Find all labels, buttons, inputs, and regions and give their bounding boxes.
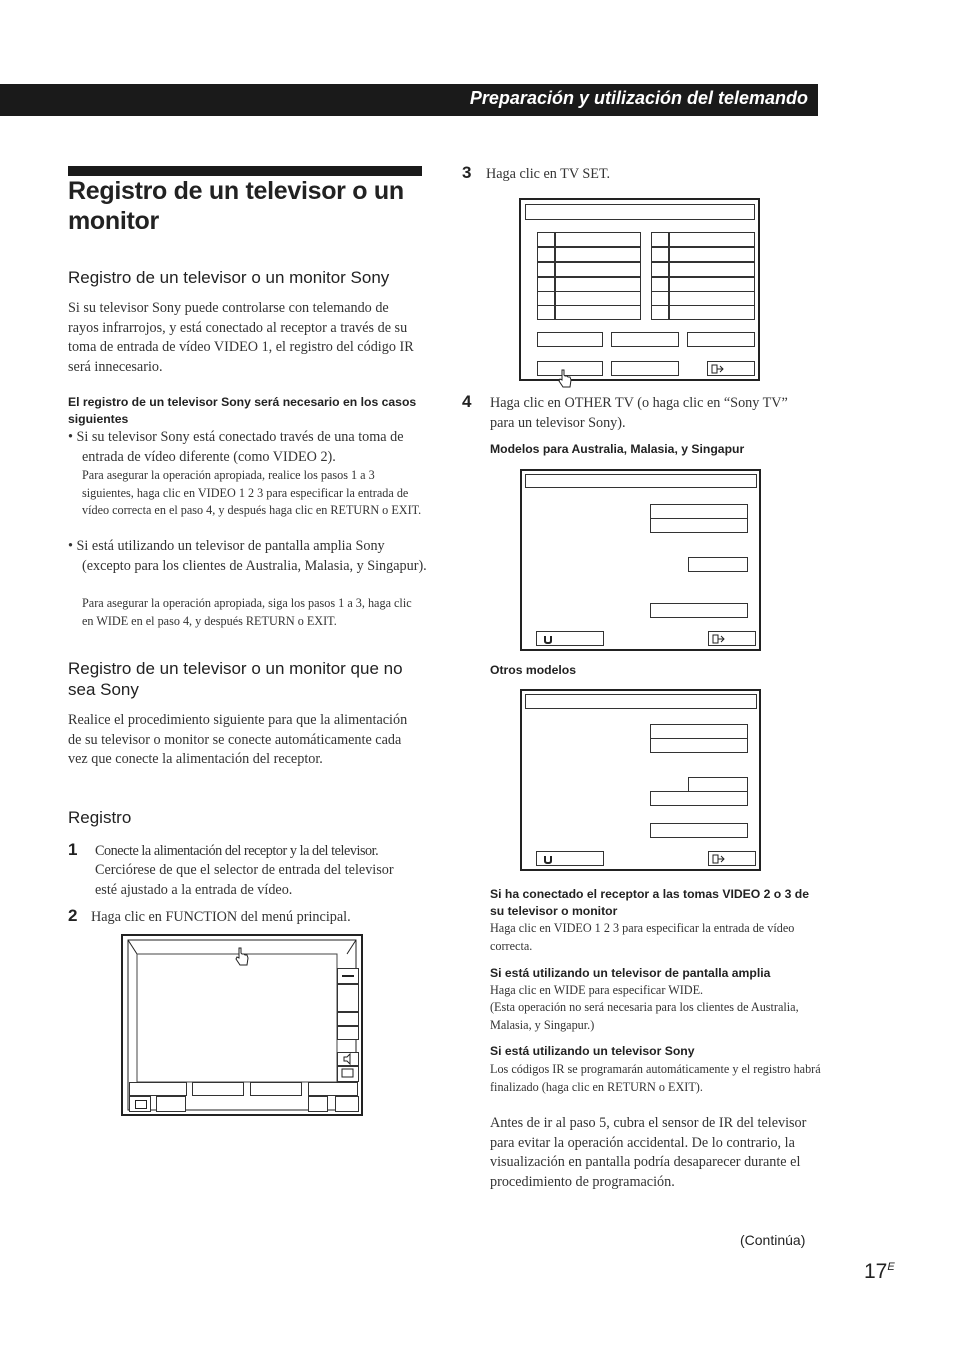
tvset-grid-cell[interactable] <box>555 305 641 320</box>
hand-cursor-icon <box>234 946 250 968</box>
side-button-3[interactable] <box>337 1012 359 1026</box>
note-video-body: Haga clic en VIDEO 1 2 3 para especificar la entrada de vídeo correcta. <box>490 921 795 953</box>
tv-set-title-bar <box>525 204 755 220</box>
tvset-button-c1[interactable] <box>687 332 755 347</box>
note-wide-body-1: Haga clic en WIDE para especificar WIDE. <box>490 983 704 997</box>
other-option-5[interactable] <box>650 823 748 838</box>
tvset-grid-cell <box>651 262 669 277</box>
tv-set-screen <box>519 198 760 381</box>
australia-title-bar <box>525 474 757 488</box>
australia-return-button[interactable] <box>536 631 604 646</box>
bottom-button-function[interactable] <box>192 1082 244 1096</box>
australia-option-2[interactable] <box>650 518 748 533</box>
page-title: Registro de un televisor o un monitor <box>68 177 404 235</box>
other-option-3[interactable] <box>688 777 748 792</box>
header-bar <box>0 84 818 116</box>
step-3-number: 3 <box>462 163 472 182</box>
exit-icon <box>712 853 726 865</box>
header-title: Preparación y utilización del telemando <box>469 88 808 108</box>
continued-label: (Continúa) <box>740 1232 806 1248</box>
return-icon <box>542 633 556 645</box>
bullet-wide-detail: Para asegurar la operación apropiada, siga los pasos 1 a 3, haga clic en WIDE en el paso 4, y después RETURN o EXIT. <box>82 596 412 628</box>
tvset-grid-cell[interactable] <box>669 305 755 320</box>
step-4-number: 4 <box>462 392 472 411</box>
tvset-grid-cell <box>537 291 555 306</box>
tvset-grid-cell <box>537 232 555 247</box>
tvset-grid-cell <box>537 247 555 262</box>
hand-cursor-icon <box>557 368 573 390</box>
exit-icon <box>712 633 726 645</box>
bottom-button-1[interactable] <box>129 1082 187 1096</box>
final-paragraph: Antes de ir al paso 5, cubra el sensor de IR del televisor para evitar la operación accidental. De lo contrario, la visualización en pantalla podría desaparecer durante el procedimiento de programación. <box>490 1115 807 1190</box>
other-title-bar <box>525 694 757 709</box>
other-option-2[interactable] <box>650 738 748 753</box>
monitor-icon[interactable] <box>129 1096 151 1112</box>
other-option-4[interactable] <box>650 791 748 806</box>
other-models-screen <box>520 689 761 871</box>
step-2-number: 2 <box>68 906 78 925</box>
side-button-2[interactable] <box>337 984 359 1012</box>
step-1-detail: Cerciórese de que el selector de entrada del televisor esté ajustado a la entrada de vídeo. <box>95 862 394 898</box>
side-button-4[interactable] <box>337 1026 359 1040</box>
step-2-text: Haga clic en FUNCTION del menú principal. <box>91 909 351 925</box>
tvset-grid-cell[interactable] <box>555 277 641 292</box>
tvset-grid-cell <box>537 277 555 292</box>
page-number <box>864 1260 895 1284</box>
bullet-video2: • Si su televisor Sony está conectado través de una toma de entrada de vídeo diferente (como VIDEO 2). <box>68 429 404 465</box>
caption-australia-models: Modelos para Australia, Malasia, y Singapur <box>490 442 745 456</box>
tvset-grid-cell <box>651 277 669 292</box>
tvset-button-b2[interactable] <box>611 361 679 376</box>
tvset-grid-cell[interactable] <box>669 232 755 247</box>
step-4-text: Haga clic en OTHER TV (o haga clic en “Sony TV” para un televisor Sony). <box>490 395 788 431</box>
tvset-grid-cell[interactable] <box>555 291 641 306</box>
caption-other-models: Otros modelos <box>490 663 577 677</box>
note-sony-heading: Si está utilizando un televisor Sony <box>490 1044 695 1058</box>
main-menu-screen <box>121 934 363 1116</box>
bullet-video2-detail: Para asegurar la operación apropiada, realice los pasos 1 a 3 siguientes, haga clic en VIDEO 1 2 3 para especificar la entrada de vídeo correcta en el paso 4, y después haga clic en RETURN o EXIT. <box>82 468 422 517</box>
tvset-grid-cell[interactable] <box>555 232 641 247</box>
tvset-grid-cell <box>651 305 669 320</box>
australia-option-4[interactable] <box>650 603 748 618</box>
other-exit-button[interactable] <box>708 851 756 866</box>
tvset-exit-button[interactable] <box>707 361 755 376</box>
section-sony-paragraph: Si su televisor Sony puede controlarse con telemando de rayos infrarrojos, y está conectado al receptor a través de su toma de entrada de vídeo VIDEO 1, el registro del código IR será innecesario. <box>68 300 414 375</box>
other-return-button[interactable] <box>536 851 604 866</box>
page-number-value: 17 <box>864 1260 888 1283</box>
return-icon <box>542 853 556 865</box>
exit-icon <box>711 363 725 375</box>
page-number-suffix: E <box>887 1261 895 1273</box>
tvset-button-b1[interactable] <box>611 332 679 347</box>
tvset-button-a1[interactable] <box>537 332 603 347</box>
bottom-button-3[interactable] <box>250 1082 302 1096</box>
tvset-grid-cell[interactable] <box>555 262 641 277</box>
note-video-heading: Si ha conectado el receptor a las tomas VIDEO 2 o 3 de su televisor o monitor <box>490 887 810 918</box>
note-wide-body-2: (Esta operación no será necesaria para los clientes de Australia, Malasia, y Singapur.) <box>490 1000 799 1032</box>
tv-icon[interactable] <box>337 1066 359 1082</box>
tvset-grid-cell <box>651 291 669 306</box>
section-heading-non-sony: Registro de un televisor o un monitor que no sea Sony <box>68 659 403 699</box>
tvset-grid-cell <box>537 262 555 277</box>
section-heading-sony: Registro de un televisor o un monitor Sony <box>68 268 390 287</box>
step-3-text: Haga clic en TV SET. <box>486 166 611 182</box>
tvset-grid-cell <box>651 247 669 262</box>
tvset-grid-cell[interactable] <box>669 291 755 306</box>
note-sony-body: Los códigos IR se programarán automáticamente y el registro habrá finalizado (haga clic en RETURN o EXIT). <box>490 1062 821 1094</box>
side-button-minus[interactable] <box>337 968 359 984</box>
title-rule <box>68 166 422 176</box>
tvset-grid-cell[interactable] <box>669 277 755 292</box>
bottom-button-8[interactable] <box>335 1096 359 1112</box>
speaker-icon[interactable] <box>337 1052 359 1066</box>
bottom-button-6[interactable] <box>156 1096 186 1112</box>
note-wide-heading: Si está utilizando un televisor de pantalla amplia <box>490 966 771 980</box>
tvset-grid-cell[interactable] <box>669 247 755 262</box>
tvset-grid-cell <box>537 305 555 320</box>
australia-exit-button[interactable] <box>708 631 756 646</box>
australia-option-1[interactable] <box>650 504 748 519</box>
sony-required-note: El registro de un televisor Sony será necesario en los casos siguientes <box>68 395 417 426</box>
step-1-number: 1 <box>68 840 78 859</box>
other-option-1[interactable] <box>650 724 748 739</box>
tvset-grid-cell[interactable] <box>669 262 755 277</box>
bottom-button-7[interactable] <box>308 1096 328 1112</box>
australia-option-3[interactable] <box>688 557 748 572</box>
section-heading-registro: Registro <box>68 808 132 827</box>
bottom-button-4[interactable] <box>308 1082 358 1096</box>
bullet-wide: • Si está utilizando un televisor de pantalla amplia Sony (excepto para los clientes de Australia, Malasia, y Singapur). <box>68 538 427 574</box>
australia-models-screen <box>520 469 761 651</box>
tvset-grid-cell <box>651 232 669 247</box>
tvset-grid-cell[interactable] <box>555 247 641 262</box>
section-non-sony-paragraph: Realice el procedimiento siguiente para que la alimentación de su televisor o monitor se conecte automáticamente cada vez que conecte la alimentación del receptor. <box>68 712 408 767</box>
step-1-line1: Conecte la alimentación del receptor y la del televisor. <box>95 843 379 859</box>
